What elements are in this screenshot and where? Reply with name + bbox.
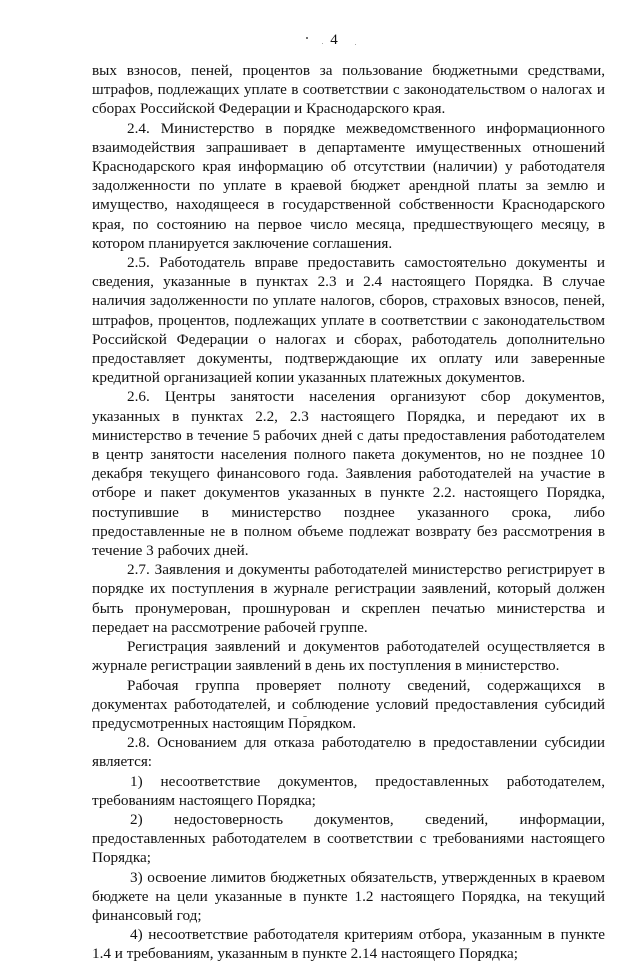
paragraph-2-7: 2.7. Заявления и документы работодателей министерство регистрирует в порядке их поступления в журнале регистрации заявлений, который должен быть пронумерован, прошнурован и скреплен печатью министерства и передает на рассмотрение рабочей группе. xyxy=(92,561,605,636)
paragraph-working-group: Рабочая группа проверяет полноту сведений, содержащихся в документах работодателей, и соблюдение условий предоставления субсидий предусмотренных настоящим Порядком. xyxy=(92,676,605,732)
paragraph-registration: Регистрация заявлений и документов работодателей осуществляется в журнале регистрации заявлений в день их поступления в министерство. xyxy=(92,638,605,675)
list-item-1: 1) несоответствие документов, предоставленных работодателем, требованиям настоящего Порядка; xyxy=(92,772,605,809)
list-item-4: 4) несоответствие работодателя критериям отбора, указанным в пункте 1.4 и требованиям, указанным в пункте 2.14 настоящего Порядка; xyxy=(92,926,605,963)
paragraph-2-5: 2.5. Работодатель вправе предоставить самостоятельно документы и сведения, указанные в пунктах 2.3 и 2.4 настоящего Порядка. В случае наличия задолженности по уплате налогов, сборов, страховых взносов, пеней, штрафов, процентов, подлежащих уплате в соответствии с законодательством Российской Федерации о налогах и сборах, работодатель дополнительно предоставляет документы, подтверждающие их оплату или заверенные кредитной организацией копии указанных платежных документов. xyxy=(92,254,605,387)
document-body xyxy=(92,61,605,964)
list-item-3: 3) освоение лимитов бюджетных обязательств, утвержденных в краевом бюджете на цели указанные в пункте 1.2 настоящего Порядка, на текущий финансовый год; xyxy=(92,868,605,924)
paragraph-2-4: 2.4. Министерство в порядке межведомственного информационного взаимодействия запрашивает в департаменте имущественных отношений Краснодарского края информацию об отсутствии (наличии) у работодателя задолженности по уплате в краевой бюджет арендной платы за землю и имущество, находящееся в государственной собственности Краснодарского края, по состоянию на первое число месяца, предшествующего месяцу, в котором планируется заключение соглашения. xyxy=(92,119,605,252)
list-item-2: 2) недостоверность документов, сведений, информации, предоставленных работодателем в соответствии с требованиями настоящего Порядка; xyxy=(92,810,605,867)
paragraph-2-6: 2.6. Центры занятости населения организуют сбор документов, указанных в пунктах 2.2, 2.3 настоящего Порядка, и передают их в министерство в течение 5 рабочих дней с даты предоставления работодателем в центр занятости населения полного пакета документов, но не позднее 10 декабря текущего финансового года. Заявления работодателей на участие в отборе и пакет документов указанных в пункте 2.2. настоящего Порядка, поступившие в министерство позднее указанного срока, либо предоставленные не в полном объеме подлежат возврату без рассмотрения в течение 3 рабочих дней. xyxy=(92,388,605,560)
paragraph-2-8: 2.8. Основанием для отказа работодателю в предоставлении субсидии является: xyxy=(92,734,605,771)
page-number: 4 xyxy=(330,32,338,48)
paragraph-continuation: вых взносов, пеней, процентов за пользование бюджетными средствами, штрафов, подлежащих уплате в соответствии с законодательством о налогах и сборах Российской Федерации и Краснодарского края. xyxy=(92,62,605,118)
